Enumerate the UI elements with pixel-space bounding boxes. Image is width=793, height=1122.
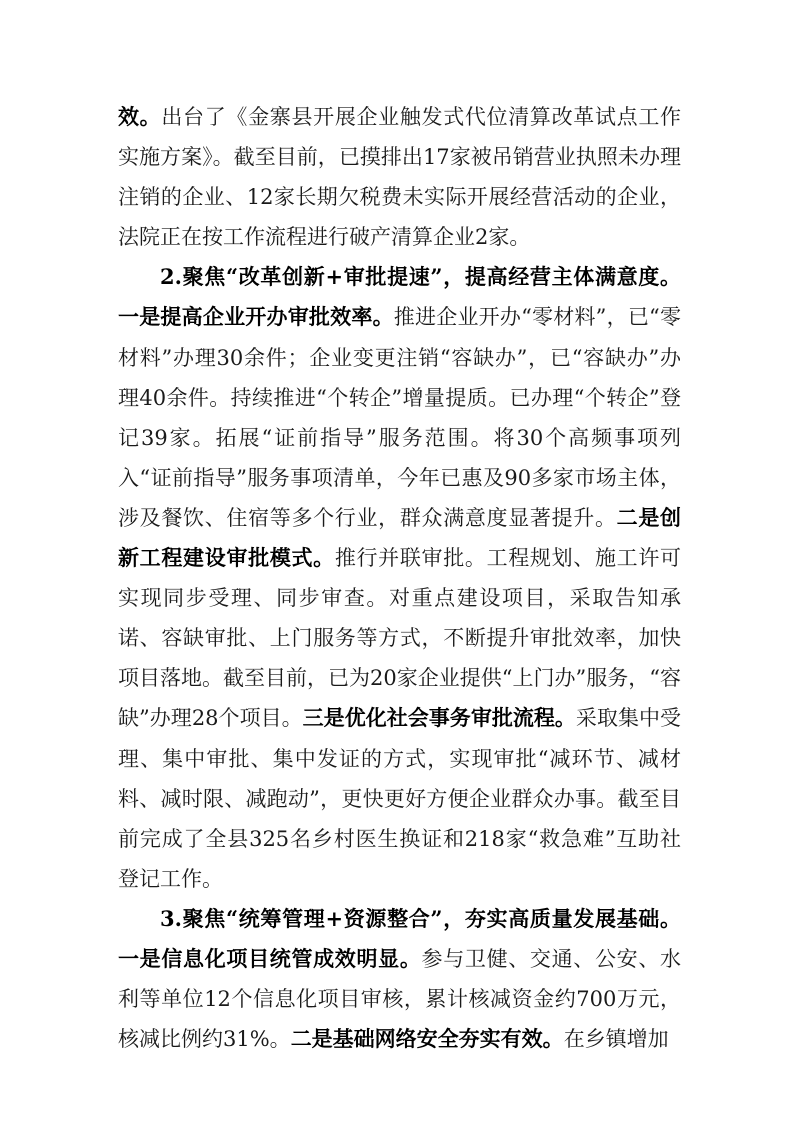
section-heading-3: 3.聚焦“统筹管理+资源整合”，夯实高质量发展基础。一是信息化项目统管成效明显。 <box>118 905 681 971</box>
text-run: 推进企业开办“零材料”，已“零材料”办理30余件；企业变更注销“容缺办”，已“容缺办”办理40余件。持续推进“个转企”增量提质。已办理“个转企”登记39家。拓展“证前指导”服务范围。将30个高频事项列入“证前指导”服务事项清单，今年已惠及90多家市场主体，涉及餐饮、住宿等多个行业，群众满意度显著提升。 <box>118 305 682 530</box>
bold-run: 效。 <box>118 104 162 129</box>
subheading-bold: 三是优化社会事务审批流程。 <box>302 705 576 731</box>
text-run: 采取集中受理、集中审批、集中发证的方式，实现审批“减环节、减材料、减时限、减跑动”，更快更好方便企业群众办事。截至目前完成了全县325名乡村医生换证和218家“救急难”互助社登记工作。 <box>118 706 682 891</box>
subheading-bold: 二是创新工程建设审批模式。 <box>118 504 682 571</box>
subheading-bold: 二是基础网络安全夯实有效。 <box>290 1026 564 1052</box>
text-run: 参与卫健、交通、公安、水利等单位12个信息化项目审核，累计核减资金约700万元，核减比例约31%。 <box>118 946 682 1052</box>
text-run: 推行并联审批。工程规划、施工许可实现同步受理、同步审查。对重点建设项目，采取告知承诺、容缺审批、上门服务等方式，不断提升审批效率，加快项目落地。截至目前，已为20家企业提供“上门办”服务，“容缺”办理28个项目。 <box>118 546 682 731</box>
text-run: 在乡镇增加 <box>563 1027 669 1052</box>
paragraph-1 <box>118 97 681 257</box>
paragraph-3 <box>118 899 681 1059</box>
document-body <box>118 97 681 1059</box>
text-run: 出台了《金寨县开展企业触发式代位清算改革试点工作实施方案》。截至目前，已摸排出17家被吊销营业执照未办理注销的企业、12家长期欠税费未实际开展经营活动的企业，法院正在按工作流程进行破产清算企业2家。 <box>118 105 682 250</box>
section-heading-2: 2.聚焦“改革创新+审批提速”，提高经营主体满意度。一是提高企业开办审批效率。 <box>118 264 681 330</box>
paragraph-2 <box>118 257 681 899</box>
